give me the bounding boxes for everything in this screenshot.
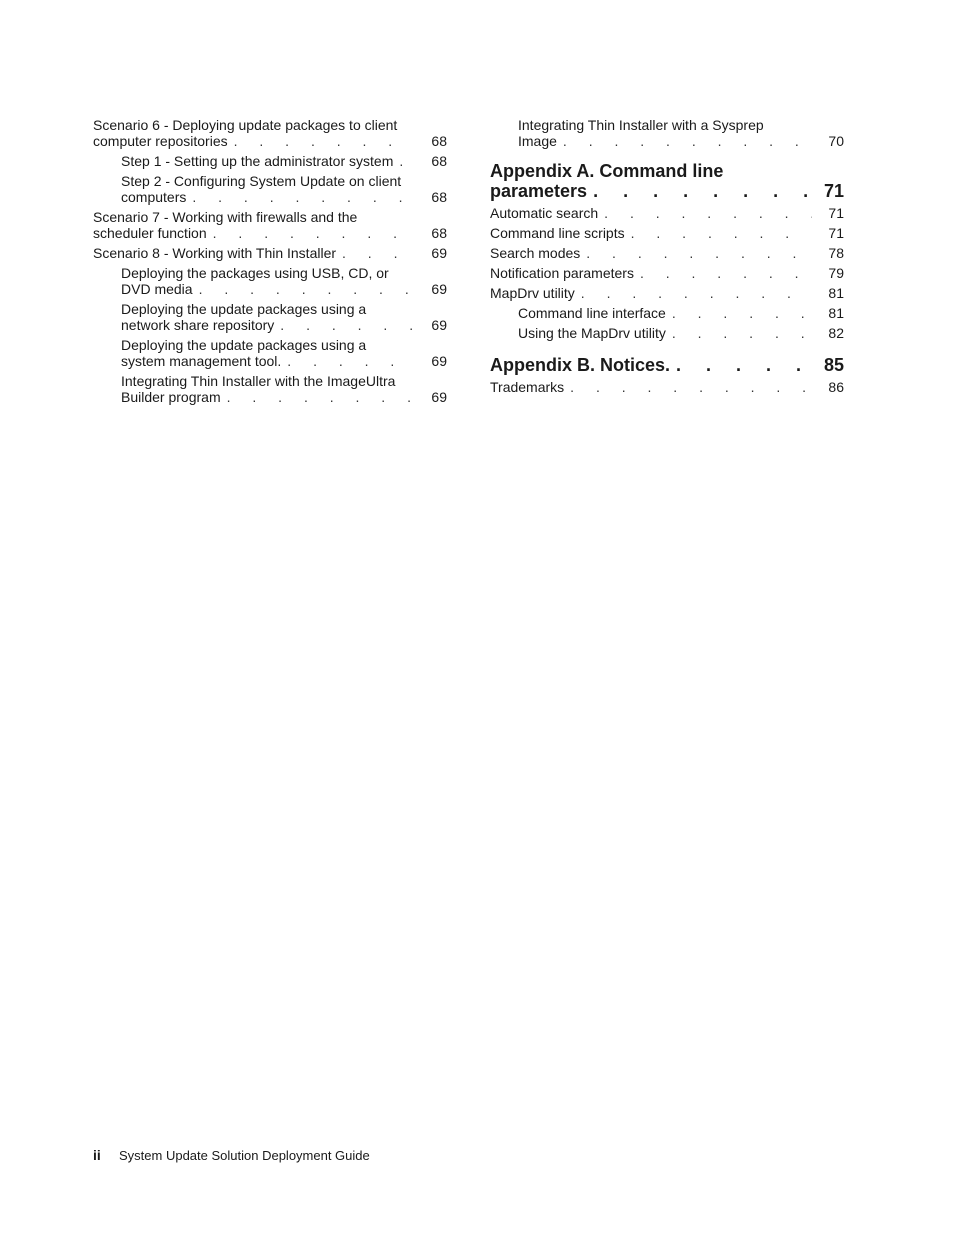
toc-page-number: 71 — [828, 205, 844, 221]
toc-entry-text: scheduler function — [93, 225, 207, 241]
leader-dots — [207, 225, 415, 241]
toc-entry-text: Notification parameters — [490, 265, 634, 281]
toc-page-number: 68 — [431, 189, 447, 205]
toc-page-number: 69 — [431, 317, 447, 333]
toc-entry-text: MapDrv utility — [490, 285, 575, 301]
toc-page-number: 79 — [828, 265, 844, 281]
toc-entry-text: Step 1 - Setting up the administrator system — [121, 153, 394, 169]
leader-dots — [393, 153, 415, 169]
toc-page-number: 78 — [828, 245, 844, 261]
toc-entry-text: Builder program — [121, 389, 221, 405]
toc-entry[interactable] — [490, 245, 844, 261]
toc-entry[interactable] — [121, 265, 447, 297]
toc-page-number: 71 — [823, 181, 844, 201]
toc-entry[interactable] — [490, 205, 844, 221]
toc-entry-text: system management tool. — [121, 353, 282, 369]
toc-entry-text: Deploying the packages using USB, CD, or — [121, 265, 389, 281]
toc-page-number: 69 — [431, 389, 447, 405]
toc-entry-text: Scenario 7 - Working with firewalls and the — [93, 209, 358, 225]
toc-page-number: 81 — [828, 305, 844, 321]
toc-page-number: 69 — [431, 245, 447, 261]
footer-page-number: ii — [93, 1147, 101, 1163]
toc-entry[interactable] — [490, 285, 844, 301]
toc-entry-text: Scenario 8 - Working with Thin Installer — [93, 245, 337, 261]
toc-page-number: 82 — [828, 325, 844, 341]
leader-dots — [666, 305, 812, 321]
toc-entry-text: Search modes — [490, 245, 581, 261]
leader-dots — [575, 285, 812, 301]
toc-entry[interactable] — [121, 337, 447, 369]
page-footer — [93, 1147, 370, 1164]
toc-entry-text: computers — [121, 189, 187, 205]
toc-entry-text: computer repositories — [93, 133, 228, 149]
toc-entry[interactable] — [490, 265, 844, 281]
leader-dots — [336, 245, 415, 261]
toc-appendix-b-heading[interactable] — [490, 355, 844, 375]
toc-entry[interactable] — [121, 173, 447, 205]
leader-dots — [186, 189, 415, 205]
toc-right-column — [490, 117, 844, 399]
toc-entry-text: Step 2 - Configuring System Update on client — [121, 173, 402, 189]
leader-dots — [670, 355, 808, 375]
toc-left-column — [93, 117, 447, 409]
toc-page-number: 69 — [431, 281, 447, 297]
toc-entry-text: Integrating Thin Installer with the ImageUltra — [121, 373, 396, 389]
toc-page-number: 68 — [431, 133, 447, 149]
toc-entry-text: Deploying the update packages using a — [121, 337, 367, 353]
toc-page-number: 81 — [828, 285, 844, 301]
leader-dots — [634, 265, 812, 281]
leader-dots — [281, 353, 415, 369]
toc-appendix-a-heading[interactable] — [490, 161, 844, 201]
toc-entry-text: Image — [518, 133, 557, 149]
leader-dots — [193, 281, 415, 297]
toc-entry-text: Trademarks — [490, 379, 565, 395]
toc-entry-text: Command line scripts — [490, 225, 625, 241]
toc-heading-text: Appendix A. Command line — [490, 161, 724, 181]
toc-page-number: 68 — [431, 225, 447, 241]
toc-page-number: 68 — [431, 153, 447, 169]
toc-entry-text: DVD media — [121, 281, 193, 297]
toc-entry[interactable] — [93, 117, 447, 149]
leader-dots — [587, 181, 808, 201]
toc-entry[interactable] — [121, 373, 447, 405]
toc-page-number: 70 — [828, 133, 844, 149]
leader-dots — [228, 133, 415, 149]
toc-entry[interactable] — [490, 379, 844, 395]
toc-entry-text: Deploying the update packages using a — [121, 301, 367, 317]
leader-dots — [564, 379, 812, 395]
toc-entry[interactable] — [121, 153, 447, 169]
leader-dots — [598, 205, 812, 221]
toc-page-number: 85 — [823, 355, 844, 375]
toc-entry-text: Command line interface — [518, 305, 666, 321]
toc-entry-text: network share repository — [121, 317, 275, 333]
toc-entry[interactable] — [93, 209, 447, 241]
toc-entry[interactable] — [93, 245, 447, 261]
leader-dots — [274, 317, 415, 333]
footer-document-title: System Update Solution Deployment Guide — [119, 1148, 370, 1163]
leader-dots — [625, 225, 812, 241]
leader-dots — [580, 245, 812, 261]
toc-page-number: 86 — [828, 379, 844, 395]
toc-entry[interactable] — [518, 305, 844, 321]
toc-entry-text: Using the MapDrv utility — [518, 325, 666, 341]
toc-entry[interactable] — [121, 301, 447, 333]
leader-dots — [221, 389, 415, 405]
toc-page-number: 69 — [431, 353, 447, 369]
toc-entry-text: Scenario 6 - Deploying update packages to client — [93, 117, 398, 133]
toc-entry-text: Integrating Thin Installer with a Sysprep — [518, 117, 764, 133]
leader-dots — [666, 325, 812, 341]
toc-entry[interactable] — [518, 117, 844, 149]
toc-heading-text: parameters — [490, 181, 588, 201]
toc-heading-text: Appendix B. Notices. — [490, 355, 671, 375]
toc-entry[interactable] — [518, 325, 844, 341]
toc-entry[interactable] — [490, 225, 844, 241]
leader-dots — [557, 133, 812, 149]
toc-entry-text: Automatic search — [490, 205, 599, 221]
toc-page-number: 71 — [828, 225, 844, 241]
